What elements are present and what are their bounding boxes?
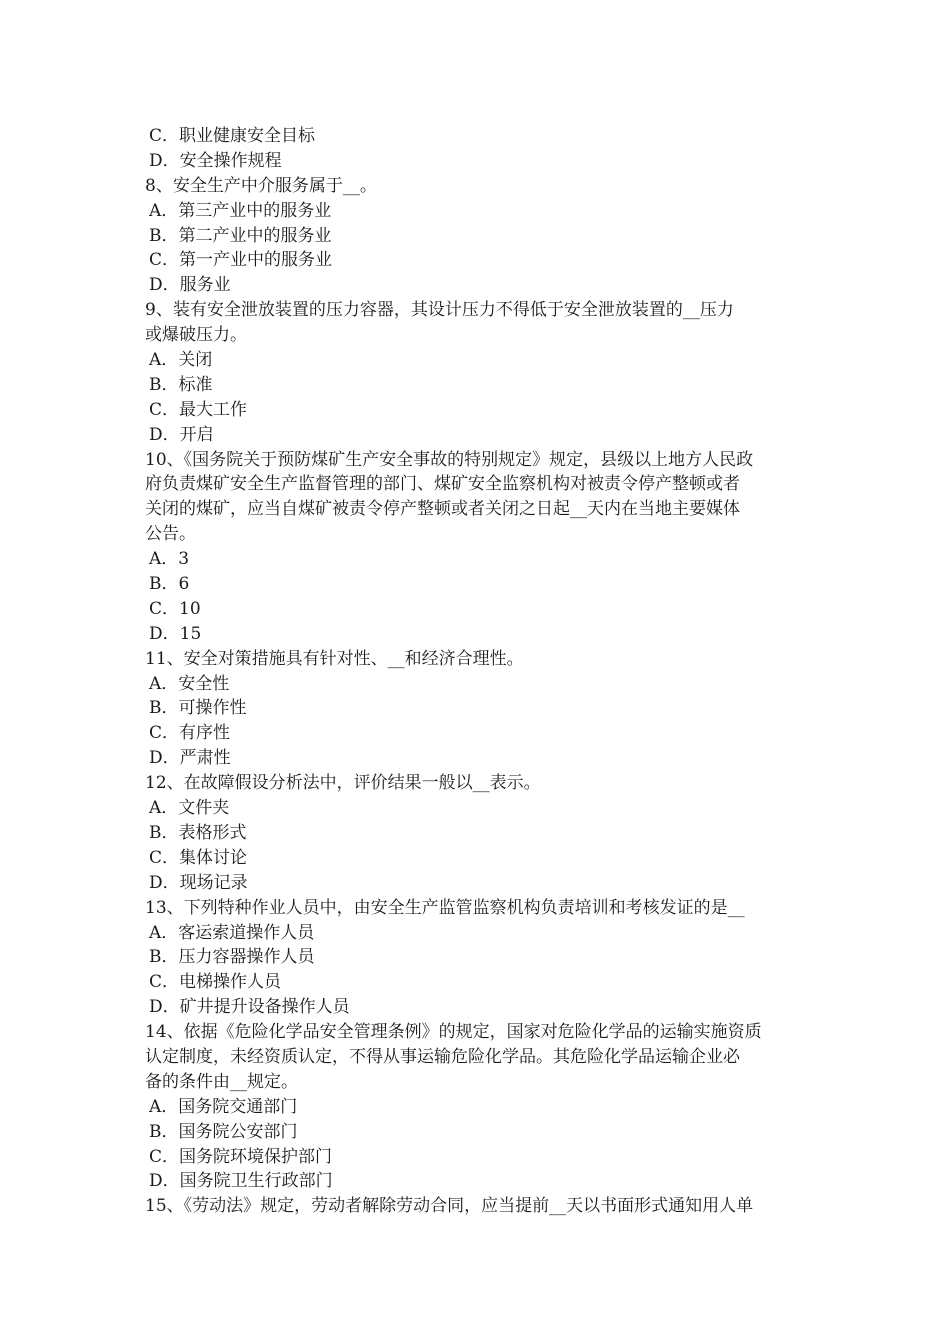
question-text-line: 11、安全对策措施具有针对性、__和经济合理性。 [145,648,524,669]
answer-option-line: C．最大工作 [149,399,248,420]
answer-option-line: A．文件夹 [149,798,230,819]
answer-option-line: B．国务院公安部门 [149,1121,298,1142]
answer-option-line: B．第二产业中的服务业 [149,225,332,246]
document-body [145,124,810,1219]
question-text-line: 认定制度，未经资质认定，不得从事运输危险化学品。其危险化学品运输企业必 [145,1046,740,1067]
answer-option-line: D．现场记录 [149,872,248,893]
question-text-line: 备的条件由__规定。 [145,1071,298,1092]
answer-option-line: D．严肃性 [149,748,231,769]
answer-option-line: B．标准 [149,374,213,395]
answer-option-line: B．表格形式 [149,822,247,843]
answer-option-line: D．服务业 [149,275,231,296]
question-text-line: 13、下列特种作业人员中，由安全生产监管监察机构负责培训和考核发证的是__ [145,897,745,918]
question-text-line: 公告。 [145,524,196,545]
answer-option-line: A．客运索道操作人员 [149,922,315,943]
question-text-line: 10、《国务院关于预防煤矿生产安全事故的特别规定》规定，县级以上地方人民政 [145,449,754,470]
answer-option-line: A．关闭 [149,350,213,371]
answer-option-line: A．安全性 [149,673,230,694]
answer-option-line: D．15 [149,623,202,644]
answer-option-line: C．10 [149,598,201,619]
question-text-line: 14、依据《危险化学品安全管理条例》的规定，国家对危险化学品的运输实施资质 [145,1022,762,1043]
question-text-line: 8、安全生产中介服务属于__。 [145,175,377,196]
answer-option-line: C．集体讨论 [149,847,248,868]
answer-option-line: C．电梯操作人员 [149,972,282,993]
answer-option-line: B．压力容器操作人员 [149,947,315,968]
answer-option-line: D．矿井提升设备操作人员 [149,997,350,1018]
question-text-line: 府负责煤矿安全生产监督管理的部门、煤矿安全监察机构对被责令停产整顿或者 [145,474,740,495]
answer-option-line: B．6 [149,574,190,595]
answer-option-line: C．第一产业中的服务业 [149,250,333,271]
answer-option-line: A．国务院交通部门 [149,1096,298,1117]
answer-option-line: A．3 [149,549,190,570]
question-text-line: 12、在故障假设分析法中，评价结果一般以__表示。 [145,773,541,794]
question-text-line: 或爆破压力。 [145,325,247,346]
question-text-line: 关闭的煤矿，应当自煤矿被责令停产整顿或者关闭之日起__天内在当地主要媒体 [145,499,740,520]
answer-option-line: C．国务院环境保护部门 [149,1146,333,1167]
answer-option-line: A．第三产业中的服务业 [149,200,332,221]
answer-option-line: C．职业健康安全目标 [149,126,316,146]
answer-option-line: B．可操作性 [149,698,247,719]
question-text-line: 9、装有安全泄放装置的压力容器，其设计压力不得低于安全泄放装置的__压力 [145,300,734,321]
answer-option-line: D．国务院卫生行政部门 [149,1171,333,1192]
question-text-line: 15、《劳动法》规定，劳动者解除劳动合同，应当提前__天以书面形式通知用人单 [145,1196,754,1217]
answer-option-line: D．开启 [149,424,214,445]
answer-option-line: D．安全操作规程 [149,150,282,171]
answer-option-line: C．有序性 [149,723,231,744]
